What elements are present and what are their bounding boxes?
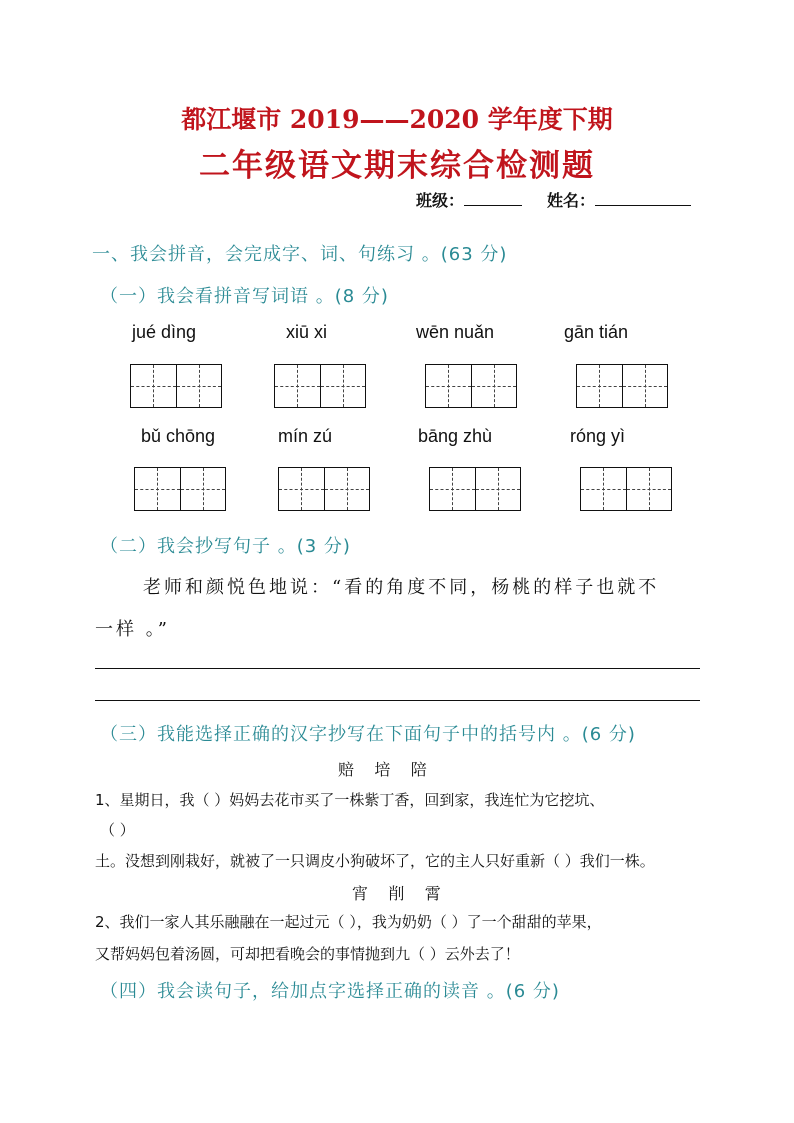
grid-cell[interactable] — [577, 365, 622, 407]
question-2-line2: 又帮妈妈包着汤圆，可却把看晚会的事情抛到九（ ）云外去了！ — [95, 945, 520, 963]
writing-grid[interactable] — [580, 467, 672, 511]
name-label: 姓名： — [547, 191, 596, 210]
pinyin-item: bǔ chōng — [141, 426, 216, 446]
writing-grid[interactable] — [429, 467, 521, 511]
pinyin-item: wēn nuǎn — [416, 322, 495, 342]
writing-grid[interactable] — [274, 364, 366, 408]
writing-grid[interactable] — [278, 467, 370, 511]
part3-heading: （三）我能选择正确的汉字抄写在下面句子中的括号内 。(6 分) — [100, 724, 636, 745]
name-field — [547, 188, 691, 211]
pinyin-item: jué dìng — [132, 322, 197, 342]
copy-sentence-line2: 一样 。” — [95, 619, 170, 640]
writing-grid[interactable] — [130, 364, 222, 408]
grid-cell[interactable] — [135, 468, 180, 510]
question-1-line3: 土。没想到刚栽好，就被了一只调皮小狗破坏了，它的主人只好重新（ ）我们一株。 — [95, 852, 655, 870]
copy-sentence-line1: 老师和颜悦色地说：“看的角度不同，杨桃的样子也就不 — [143, 577, 660, 598]
question-2-line1: 2、我们一家人其乐融融在一起过元（ ），我为奶奶（ ）了一个甜甜的苹果， — [95, 913, 602, 931]
class-label: 班级： — [416, 191, 465, 210]
pinyin-item: xiū xi — [286, 322, 328, 342]
grid-cell[interactable] — [176, 365, 222, 407]
writing-grid[interactable] — [134, 467, 226, 511]
grid-cell[interactable] — [426, 365, 471, 407]
grid-cell[interactable] — [430, 468, 475, 510]
grid-cell[interactable] — [622, 365, 668, 407]
pinyin-item: mín zú — [278, 426, 333, 446]
class-blank[interactable] — [464, 191, 522, 206]
grid-cell[interactable] — [131, 365, 176, 407]
grid-cell[interactable] — [275, 365, 320, 407]
section1-heading: 一、我会拼音，会完成字、词、句练习 。(63 分) — [92, 244, 508, 265]
part4-heading: （四）我会读句子，给加点字选择正确的读音 。(6 分) — [100, 981, 560, 1002]
grid-cell[interactable] — [324, 468, 370, 510]
exam-title-line1: 都江堰市 2019——2020 学年度下期 — [181, 105, 613, 134]
class-field — [416, 188, 522, 211]
question-1-line1: 1、星期日，我（ ）妈妈去花市买了一株紫丁香，回到家，我连忙为它挖坑、 — [95, 791, 605, 809]
pinyin-item: gān tián — [564, 322, 629, 342]
exam-title-line2: 二年级语文期末综合检测题 — [199, 148, 595, 184]
name-blank[interactable] — [595, 191, 691, 206]
grid-cell[interactable] — [475, 468, 521, 510]
choice-characters-2: 宵 削 霄 — [352, 884, 441, 903]
grid-cell[interactable] — [471, 365, 517, 407]
pinyin-item: bāng zhù — [418, 426, 493, 446]
answer-line[interactable] — [95, 700, 700, 701]
grid-cell[interactable] — [320, 365, 366, 407]
writing-grid[interactable] — [576, 364, 668, 408]
grid-cell[interactable] — [180, 468, 226, 510]
choice-characters-1: 赔 培 陪 — [338, 760, 427, 779]
answer-line[interactable] — [95, 668, 700, 669]
part1-heading: （一）我会看拼音写词语 。(8 分) — [100, 286, 389, 307]
grid-cell[interactable] — [581, 468, 626, 510]
question-1-line2: （ ） — [100, 821, 135, 839]
part2-heading: （二）我会抄写句子 。(3 分) — [100, 536, 351, 557]
grid-cell[interactable] — [626, 468, 672, 510]
grid-cell[interactable] — [279, 468, 324, 510]
writing-grid[interactable] — [425, 364, 517, 408]
pinyin-item: róng yì — [570, 426, 626, 446]
